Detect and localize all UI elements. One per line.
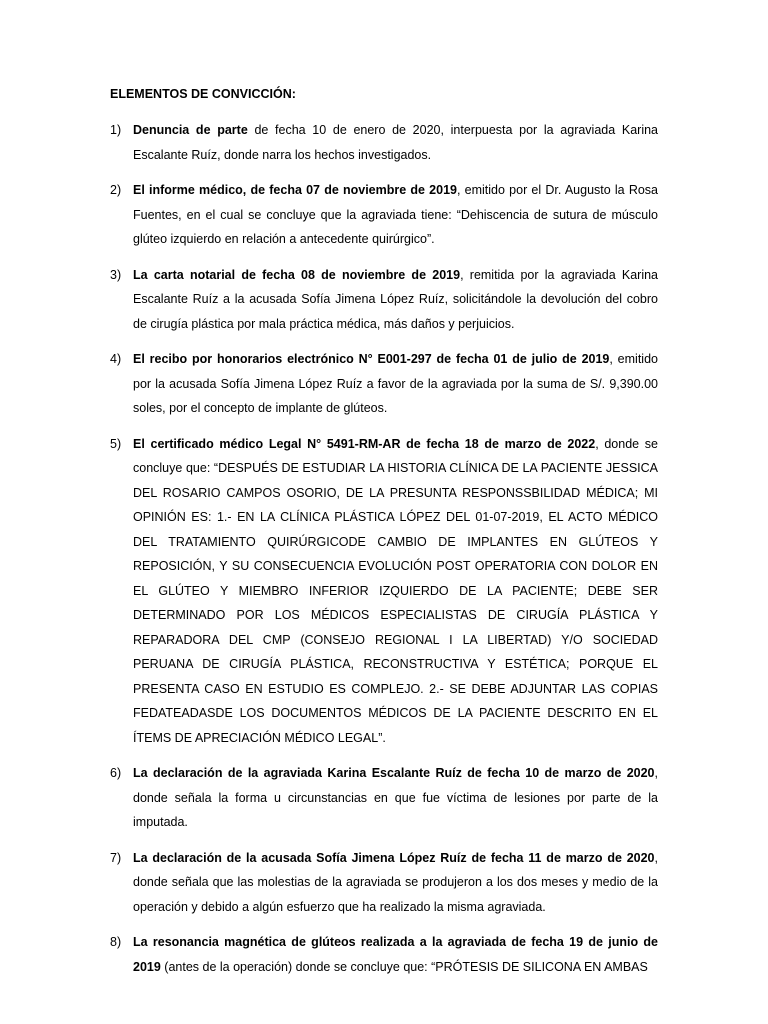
list-item [110, 347, 658, 421]
item-text [133, 347, 658, 421]
item-number: 2) [110, 183, 122, 197]
item-bold-text: La declaración de la acusada Sofía Jimena López Ruíz de fecha 11 de marzo de 2020 [133, 850, 655, 865]
item-bold-text: Denuncia de parte [133, 123, 248, 137]
item-regular-text: , emitido por la acusada Sofía Jimena López Ruíz a favor de la agraviada por la suma de S/. 9,390.00 soles, por el concepto de implante de glúteos. [133, 352, 658, 415]
item-number: 5) [110, 436, 122, 451]
evidence-list [110, 118, 658, 990]
item-bold-text: La carta notarial de fecha 08 de noviembre de 2019 [133, 267, 461, 282]
section-heading: ELEMENTOS DE CONVICCIÓN: [110, 87, 296, 101]
item-text [133, 432, 658, 751]
list-item [110, 846, 658, 920]
item-regular-text: , donde señala la forma u circunstancias en que fue víctima de lesiones por parte de la imputada. [133, 766, 658, 829]
item-text [133, 930, 658, 979]
item-bold-text: El recibo por honorarios electrónico N° E001-297 de fecha 01 de julio de 2019 [133, 352, 610, 366]
list-item [110, 930, 658, 979]
item-bold-text: La resonancia magnética de glúteos realizada a la agraviada de fecha 19 de junio de 2019 [133, 935, 658, 974]
item-regular-text: , emitido por el Dr. Augusto la Rosa Fuentes, en el cual se concluye que la agraviada tiene: “Dehiscencia de sutura de músculo glúteo izquierdo en relación a antecedente quirúrgico”. [133, 183, 659, 246]
item-bold-text: El certificado médico Legal N° 5491-RM-AR de fecha 18 de marzo de 2022 [133, 436, 596, 451]
item-regular-text: de fecha 10 de enero de 2020, interpuesta por la agraviada Karina Escalante Ruíz, donde narra los hechos investigados. [133, 123, 659, 162]
item-text [133, 178, 658, 252]
list-item [110, 761, 658, 835]
item-bold-text: El informe médico, de fecha 07 de noviembre de 2019 [133, 183, 457, 197]
list-item [110, 432, 658, 751]
item-number: 7) [110, 850, 122, 865]
list-item [110, 263, 658, 337]
item-number: 6) [110, 766, 122, 780]
item-number: 8) [110, 935, 122, 949]
item-number: 1) [110, 123, 122, 137]
item-regular-text: , remitida por la agraviada Karina Escalante Ruíz a la acusada Sofía Jimena López Ruíz, solicitándole la devolución del cobro de cirugía plástica por mala práctica médica, más daños y perjuicios. [133, 267, 659, 331]
item-text [133, 761, 658, 835]
item-regular-text: , donde señala que las molestias de la agraviada se produjeron a los dos meses y medio de la operación y debido a algún esfuerzo que ha realizado la misma agraviada. [133, 850, 658, 914]
item-text [133, 846, 658, 920]
item-text [133, 118, 658, 167]
item-number: 3) [110, 267, 122, 282]
item-regular-text: (antes de la operación) donde se concluye que: “PRÓTESIS DE SILICONA EN AMBAS [160, 959, 648, 974]
item-bold-text: La declaración de la agraviada Karina Escalante Ruíz de fecha 10 de marzo de 2020 [133, 766, 655, 780]
item-number: 4) [110, 352, 122, 366]
list-item [110, 118, 658, 167]
item-regular-text: , donde se concluye que: “DESPUÉS DE ESTUDIAR LA HISTORIA CLÍNICA DE LA PACIENTE JESSICA DEL ROSARIO CAMPOS OSORIO, DE LA PRESUNTA RESPONSSBILIDAD MÉDICA; MI OPINIÓN ES: 1.- EN LA CLÍNICA PLÁSTICA LÓPEZ DEL 01-07-2019, EL ACTO MÉDICO DEL TRATAMIENTO QUIRÚRGICODE CAMBIO DE IMPLANTES EN GLÚTEOS Y REPOSICIÓN, Y SU CONSECUENCIA EVOLUCIÓN POST OPERATORIA CON DOLOR EN EL GLÚTEO Y MIEMBRO INFERIOR IZQUIERDO DE LA PACIENTE; DEBE SER DETERMINADO POR LOS MÉDICOS ESPECIALISTAS DE CIRUGÍA PLÁSTICA Y REPARADORA DEL CMP (CONSEJO REGIONAL I LA LIBERTAD) Y/O SOCIEDAD PERUANA DE CIRUGÍA PLÁSTICA, RECONSTRUCTIVA Y ESTÉTICA; PORQUE EL PRESENTA CASO EN ESTUDIO ES COMPLEJO. 2.- SE DEBE ADJUNTAR LAS COPIAS FEDATEADASDE LOS DOCUMENTOS MÉDICOS DE LA PACIENTE DESCRITO EN EL ÍTEMS DE APRECIACIÓN MÉDICO LEGAL”. [133, 436, 658, 745]
item-text [133, 263, 658, 337]
list-item [110, 178, 658, 252]
